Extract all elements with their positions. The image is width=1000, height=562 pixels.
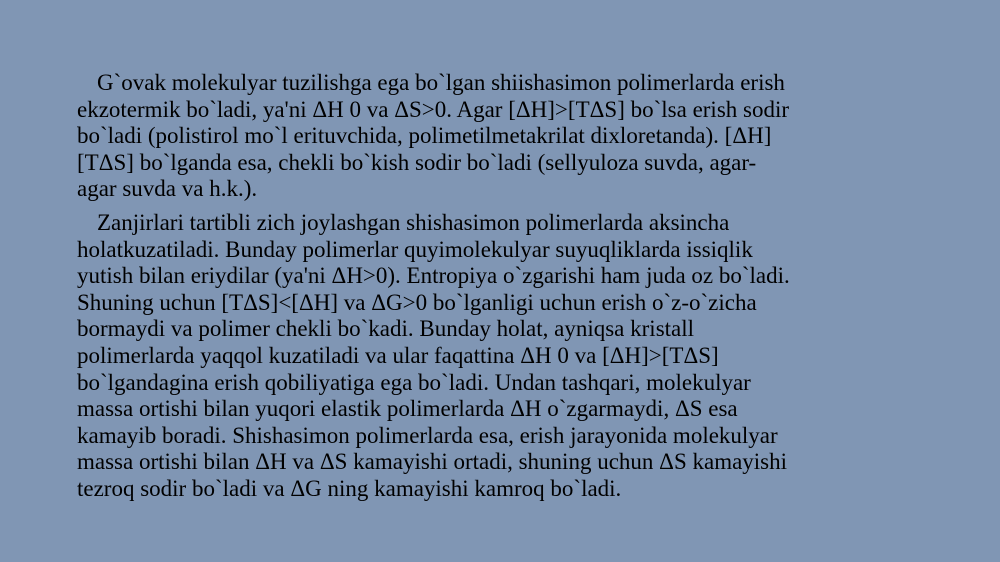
text-line: massa ortishi bilan ΔH va ΔS kamayishi ortadi, shuning uchun ΔS kamayishi — [77, 449, 788, 475]
paragraph-1 — [77, 70, 927, 203]
text-line: G`ovak molekulyar tuzilishga ega bo`lgan shiishasimon polimerlarda erish — [97, 70, 785, 95]
slide-text-box — [77, 70, 927, 503]
text-line: massa ortishi bilan yuqori elastik polimerlarda ΔH o`zgarmaydi, ΔS esa — [77, 396, 738, 422]
paragraph-2 — [77, 210, 927, 503]
text-line: holatkuzatiladi. Bunday polimerlar quyimolekulyar suyuqliklarda issiqlik — [77, 236, 753, 262]
text-line: bo`ladi (polistirol mo`l erituvchida, polimetilmetakrilat dixloretanda). [ΔH] — [77, 123, 772, 149]
text-line: polimerlarda yaqqol kuzatiladi va ular faqattina ΔH 0 va [ΔH]>[TΔS] — [77, 342, 719, 368]
text-line: agar suvda va h.k.). — [77, 176, 258, 202]
text-line: tezroq sodir bo`ladi va ΔG ning kamayishi kamroq bo`ladi. — [77, 475, 622, 501]
text-line: Zanjirlari tartibli zich joylashgan shishasimon polimerlarda aksincha — [97, 209, 730, 235]
text-line: bormaydi va polimer chekli bo`kadi. Bunday holat, ayniqsa kristall — [77, 316, 695, 342]
text-line: yutish bilan eriydilar (ya'ni ΔH>0). Entropiya o`zgarishi ham juda oz bo`ladi. — [77, 263, 790, 289]
text-line: ekzotermik bo`ladi, ya'ni ΔH 0 va ΔS>0. Agar [ΔH]>[TΔS] bo`lsa erish sodir — [77, 96, 790, 122]
text-line: [TΔS] bo`lganda esa, chekli bo`kish sodir bo`ladi (sellyuloza suvda, agar- — [77, 149, 757, 175]
text-line: bo`lgandagina erish qobiliyatiga ega bo`ladi. Undan tashqari, molekulyar — [77, 369, 751, 395]
text-line: Shuning uchun [TΔS]<[ΔH] va ΔG>0 bo`lganligi uchun erish o`z-o`zicha — [77, 289, 757, 315]
text-line: kamayib boradi. Shishasimon polimerlarda esa, erish jarayonida molekulyar — [77, 422, 778, 448]
